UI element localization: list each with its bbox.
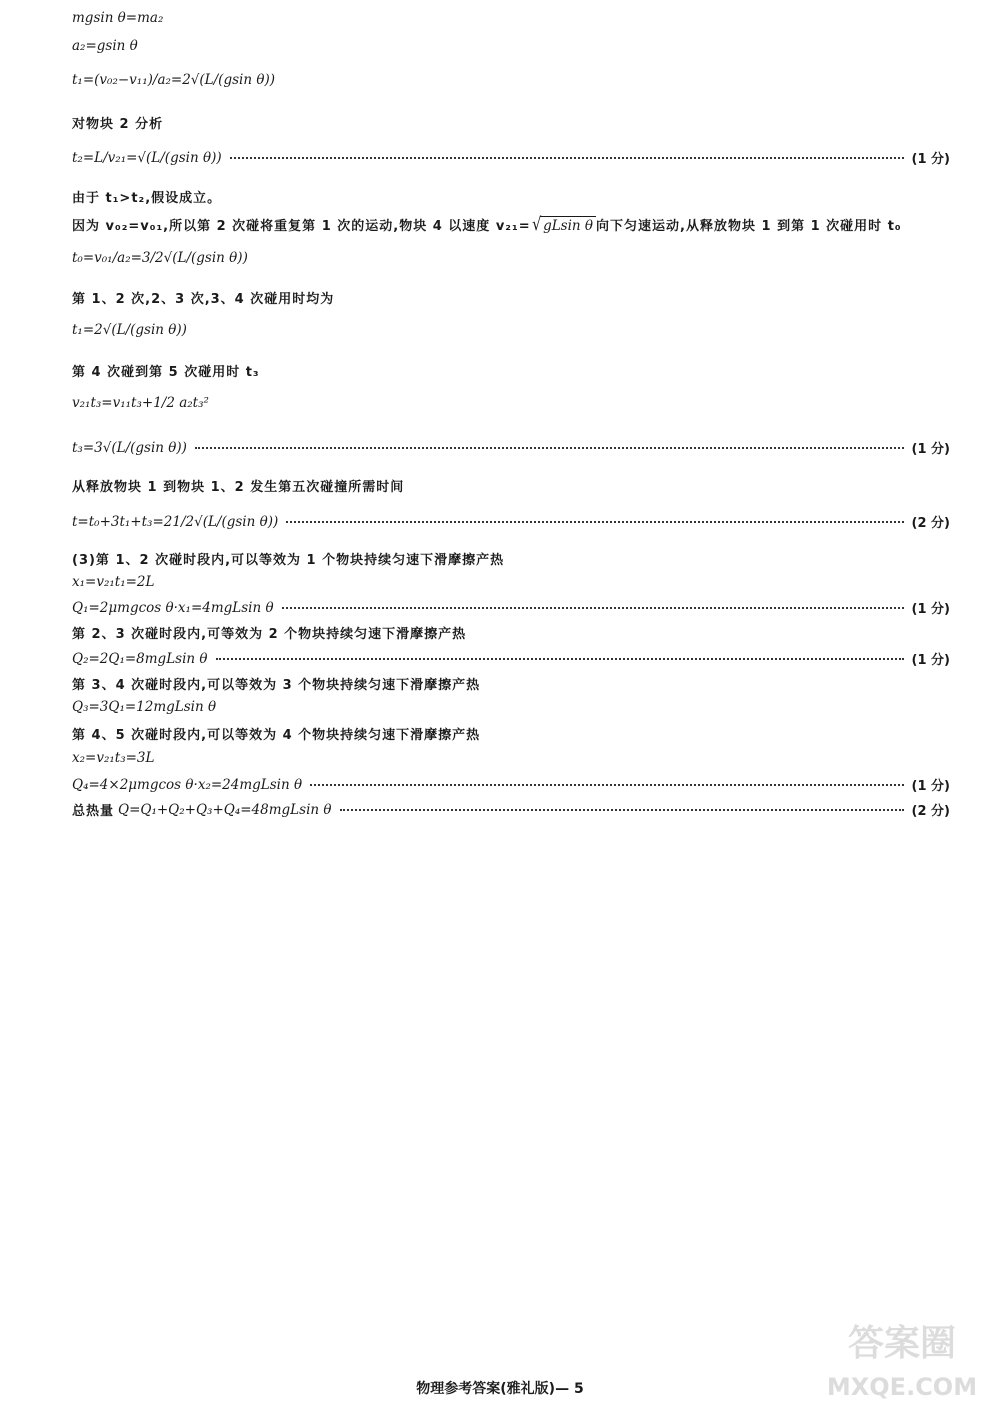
text: 向下匀速运动,从释放物块 1 到第 1 次碰用时 t₀ — [596, 219, 902, 234]
text-line — [72, 674, 950, 693]
text-line — [72, 215, 950, 234]
watermark-top-text: 答案圈 — [847, 1323, 957, 1364]
text: 由于 t₁>t₂,假设成立。 — [72, 191, 222, 206]
equation-line — [72, 699, 950, 715]
equation-text: t=t₀+3t₁+t₃=21/2√(L/(gsin θ)) — [72, 513, 279, 530]
equation-line — [72, 649, 950, 668]
text-line — [72, 361, 950, 380]
score-label: (1 分) — [911, 602, 950, 617]
watermark-logo — [822, 1310, 982, 1405]
text: 第 4 次碰到第 5 次碰用时 t₃ — [72, 365, 260, 380]
leader-dots — [216, 658, 904, 660]
equation-text: t₀=v₀₁/a₂=3/2√(L/(gsin θ)) — [72, 250, 248, 266]
equation-text: x₁=v₂₁t₁=2L — [72, 574, 155, 590]
equation-text: Q=Q₁+Q₂+Q₃+Q₄=48mgLsin θ — [118, 801, 332, 818]
leader-dots — [230, 157, 904, 159]
text-line — [72, 724, 950, 743]
score-label: (1 分) — [911, 779, 950, 794]
equation-text: Q₂=2Q₁=8mgLsin θ — [72, 650, 208, 667]
leader-dots — [340, 809, 904, 811]
page-footer: 物理参考答案(雅礼版)— 5 — [416, 1381, 584, 1397]
text: 从释放物块 1 到物块 1、2 发生第五次碰撞所需时间 — [72, 480, 405, 495]
equation-line — [72, 775, 950, 794]
score-label: (1 分) — [911, 653, 950, 668]
text: 第 2、3 次碰时段内,可等效为 2 个物块持续匀速下滑摩擦产热 — [72, 627, 467, 642]
equation-line — [72, 250, 950, 266]
score-label: (1 分) — [911, 442, 950, 457]
equation-text: Q₄=4×2μmgcos θ·x₂=24mgLsin θ — [72, 776, 303, 793]
equation-line — [72, 512, 950, 531]
equation-text: a₂=gsin θ — [72, 38, 138, 54]
watermark-bottom-text: MXQE.COM — [826, 1373, 978, 1401]
text: (3)第 1、2 次碰时段内,可以等效为 1 个物块持续匀速下滑摩擦产热 — [72, 553, 505, 568]
equation-line — [72, 322, 950, 338]
equation-text: t₁=(v₀₂−v₁₁)/a₂=2√(L/(gsin θ)) — [72, 72, 275, 88]
equation-line — [72, 574, 950, 590]
equation-line — [72, 395, 950, 411]
equation-text: Q₁=2μmgcos θ·x₁=4mgLsin θ — [72, 599, 274, 616]
score-label: (1 分) — [911, 152, 950, 167]
equation-line — [72, 800, 950, 819]
text-line — [72, 623, 950, 642]
text-line — [72, 549, 950, 568]
text-line — [72, 187, 950, 206]
leader-dots — [282, 607, 904, 609]
leader-dots — [286, 521, 903, 523]
score-label: (2 分) — [911, 516, 950, 531]
equation-text: t₂=L/v₂₁=√(L/(gsin θ)) — [72, 149, 222, 166]
text: 第 1、2 次,2、3 次,3、4 次碰用时均为 — [72, 292, 335, 307]
text: 因为 v₀₂=v₀₁,所以第 2 次碰将重复第 1 次的运动,物块 4 以速度 v₂₁= — [72, 219, 531, 234]
text-line — [72, 288, 950, 307]
text: 总热量 — [72, 804, 115, 819]
equation-text: mgsin θ=ma₂ — [72, 10, 164, 26]
equation-text: t₁=2√(L/(gsin θ)) — [72, 322, 187, 338]
equation-text: Q₃=3Q₁=12mgLsin θ — [72, 699, 217, 715]
leader-dots — [310, 784, 903, 786]
text: 第 3、4 次碰时段内,可以等效为 3 个物块持续匀速下滑摩擦产热 — [72, 678, 481, 693]
equation-line — [72, 598, 950, 617]
leader-dots — [195, 447, 904, 449]
equation-line — [72, 438, 950, 457]
equation-text: t₃=3√(L/(gsin θ)) — [72, 439, 187, 456]
equation-text: v₂₁t₃=v₁₁t₃+1/2 a₂t₃² — [72, 395, 209, 411]
equation-text: x₂=v₂₁t₃=3L — [72, 750, 155, 766]
score-label: (2 分) — [911, 804, 950, 819]
equation-line — [72, 72, 950, 88]
text: 第 4、5 次碰时段内,可以等效为 4 个物块持续匀速下滑摩擦产热 — [72, 728, 481, 743]
text-line — [72, 476, 950, 495]
equation-line — [72, 38, 950, 54]
text: 对物块 2 分析 — [72, 117, 164, 132]
equation-line — [72, 148, 950, 167]
sqrt-expression: √ gLsin θ — [531, 216, 596, 234]
equation-line — [72, 10, 950, 26]
text-line — [72, 113, 950, 132]
equation-line — [72, 750, 950, 766]
